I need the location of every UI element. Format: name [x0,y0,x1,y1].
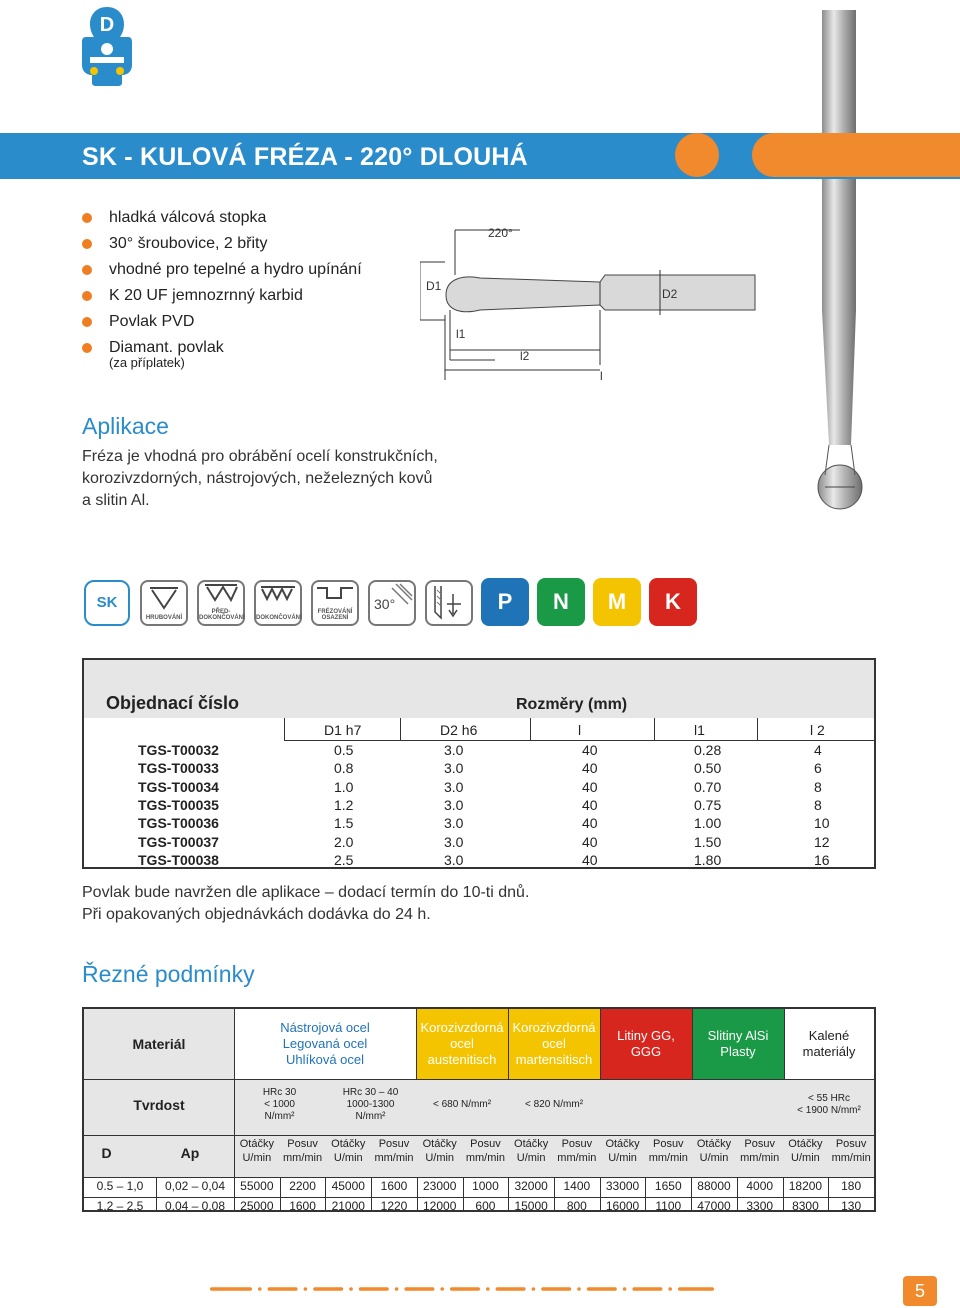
order-row [84,742,874,760]
l1-label: l1 [456,327,466,341]
feature-bullet: Diamant. povlak [82,335,362,361]
footer-dot [577,1287,581,1291]
pre-finishing-label-2: DOKONČOVÁNÍ [199,615,245,621]
column-header: D2 h6 [440,722,478,738]
speed-value: 23000 [423,1179,457,1193]
pre-finishing-label-1: PŘED- [211,609,231,615]
order-table-header [84,722,874,740]
footer-dot [532,1287,536,1291]
material-column-header: Slitiny AlSi Plasty [692,1009,784,1079]
application-line: a slitin Al. [82,492,150,509]
feature-bullet: Povlak PVD [82,309,362,335]
dimension-value: 2.5 [334,851,354,868]
dimension-value: 4 [814,742,822,758]
finishing-icon [254,580,302,626]
shoulder-label-2: OSAZENÍ [321,615,349,621]
ap-header: Ap [180,1145,200,1161]
application-line: Fréza je vhodná pro obrábění ocelí konstrukčních, [82,448,438,465]
notes [82,882,529,926]
roughing-icon [140,580,188,626]
cutting-title: Řezné podmínky [82,961,255,987]
feed-value: 600 [475,1199,496,1213]
sk-icon [84,580,130,626]
hardness-value: HRc 30 – 40 1000-1300 N/mm² [342,1087,399,1122]
l2-label: l2 [520,349,530,363]
feed-value: 1100 [655,1199,682,1213]
table-divider [783,1177,784,1210]
order-row [84,779,874,797]
shoulder-milling-icon [311,580,359,626]
svg-text:D: D [99,14,115,36]
dimension-value: 40 [582,760,598,777]
order-row [84,852,874,870]
speed-unit-label: Otáčky U/min [331,1138,366,1164]
helix-label: 30° [374,596,396,612]
feed-value: 3300 [746,1199,774,1213]
footer-dot [404,1287,434,1291]
application-line: korozivzdorných, nástrojových, neželezných kovů [82,470,433,487]
dimension-value: 3.0 [444,778,464,795]
footer-dot [359,1287,389,1291]
feed-unit-label: Posuv mm/min [831,1138,871,1164]
tool-photo [815,5,865,515]
dimension-value: 8 [814,796,822,813]
tool-drawing [420,220,770,385]
speed-unit-label: Otáčky U/min [514,1138,549,1164]
company-logo [80,5,134,87]
speed-value: 21000 [331,1199,365,1213]
column-header: D1 h7 [324,722,362,738]
dimension-value: 3.0 [444,833,464,850]
hardness-value: < 55 HRc < 1900 N/mm² [797,1093,861,1116]
table-divider [828,1177,829,1210]
order-code: TGS-T00036 [138,815,219,832]
dimension-value: 3.0 [444,851,464,868]
dimension-value: 40 [582,778,598,795]
feed-value: 1600 [380,1179,408,1193]
banner-bar [752,133,960,177]
diameter-range: 0.5 – 1,0 [96,1179,144,1193]
speed-value: 12000 [423,1199,457,1213]
material-column-header: Korozivzdorná ocel austenitisch [416,1009,508,1079]
table-divider [784,1009,785,1079]
table-divider [692,1009,693,1079]
footer-dot [668,1287,672,1291]
order-row [84,834,874,852]
feature-list [82,205,362,370]
page-number: 5 [914,1281,925,1301]
page-number-badge [903,1276,937,1306]
dimension-value: 1.0 [334,778,354,795]
dimension-value: 40 [582,742,598,758]
roughing-label: HRUBOVÁNÍ [145,615,183,621]
speed-unit-label: Otáčky U/min [239,1138,274,1164]
d2-label: D2 [662,287,678,301]
footer-dot [486,1287,490,1291]
order-row [84,797,874,815]
table-divider [600,1009,601,1079]
dimension-value: 6 [814,760,822,777]
footer-dots [38,1286,898,1292]
material-p-badge: P [481,578,529,626]
helix-icon [368,580,416,626]
speed-value: 55000 [240,1179,274,1193]
finishing-label: DOKONČOVÁNÍ [256,615,302,621]
footer-dot [541,1287,571,1291]
l-label: l [600,369,603,383]
order-table-title: Objednací číslo [106,693,240,713]
table-divider [554,1177,555,1210]
feed-value: 1220 [380,1199,408,1213]
application-title: Aplikace [82,413,169,439]
dimension-value: 0.50 [694,760,722,777]
table-divider [508,1009,509,1079]
dimension-value: 0.75 [694,796,722,813]
feed-value: 2200 [289,1179,316,1193]
dimension-value: 40 [582,815,598,832]
table-divider [463,1177,464,1210]
footer-dot [210,1287,252,1291]
sk-icon-label: SK [96,594,118,611]
table-divider [234,1009,235,1210]
plunge-icon [425,580,473,626]
dimension-value: 1.00 [694,815,722,832]
feed-value: 4000 [746,1179,774,1193]
ap-range: 0,02 – 0,04 [164,1179,226,1193]
hardness-value: < 820 N/mm² [524,1099,584,1110]
speed-unit-label: Otáčky U/min [788,1138,823,1164]
table-divider [645,1177,646,1210]
shoulder-label-1: FRÉZOVÁNÍ [317,609,353,615]
order-code: TGS-T00034 [138,778,219,795]
table-divider [84,1197,874,1198]
speed-value: 88000 [697,1179,731,1193]
speed-value: 16000 [605,1199,640,1213]
footer-dot [268,1287,298,1291]
speed-value: 45000 [331,1179,365,1193]
ap-range: 0,04 – 0,08 [164,1199,226,1213]
table-divider [600,1177,601,1210]
table-divider [84,1135,874,1136]
table-divider [416,1009,417,1079]
order-code: TGS-T00038 [138,851,219,868]
material-column-header: Nástrojová ocel Legovaná ocel Uhlíková ocel [234,1009,416,1079]
speed-value: 32000 [514,1179,548,1193]
dimension-value: 40 [582,833,598,850]
speed-value: 47000 [697,1199,731,1213]
footer-dot [440,1287,444,1291]
feature-bullet: vhodné pro tepelné a hydro upínání [82,257,362,283]
diameter-range: 1,2 – 2,5 [96,1199,144,1213]
feed-value: 1000 [472,1179,499,1193]
speed-value: 8300 [792,1199,819,1213]
feed-value: 180 [841,1179,862,1193]
order-code: TGS-T00035 [138,796,219,813]
feed-unit-label: Posuv mm/min [283,1138,323,1164]
material-column-header: Litiny GG, GGG [600,1009,692,1079]
dimension-value: 1.50 [694,833,722,850]
table-divider [156,1177,157,1210]
dimension-value: 0.5 [334,742,354,758]
dimension-value: 0.8 [334,760,354,777]
footer-dot [258,1287,262,1291]
dimension-value: 2.0 [334,833,354,850]
angle-label: 220° [488,226,513,240]
dimension-value: 3.0 [444,760,464,777]
feed-value: 800 [566,1199,587,1213]
table-divider [280,1177,281,1210]
feature-bullet: hladká válcová stopka [82,205,362,231]
note-line: Při opakovaných objednávkách dodávka do 24 h. [82,906,431,923]
order-row [84,760,874,778]
feed-unit-label: Posuv mm/min [740,1138,780,1164]
feed-unit-label: Posuv mm/min [374,1138,414,1164]
feature-note: (za příplatek) [109,355,185,370]
speed-value: 33000 [605,1179,640,1193]
material-k-badge: K [649,578,697,626]
table-divider [737,1177,738,1210]
column-header: l1 [694,722,705,738]
material-column-header: Korozivzdorná ocel martensitisch [508,1009,600,1079]
table-divider [325,1177,326,1210]
footer-dot [349,1287,353,1291]
material-header: Materiál [84,1009,234,1079]
column-header: l 2 [810,722,825,738]
d1-label: D1 [426,279,442,293]
footer-dot [450,1287,480,1291]
footer-dot [496,1287,526,1291]
feed-unit-label: Posuv mm/min [465,1138,505,1164]
dimension-value: 8 [814,778,822,795]
feature-bullet: K 20 UF jemnozrnný karbid [82,283,362,309]
dimension-value: 0.28 [694,742,722,758]
dimension-value: 12 [814,833,830,850]
feature-bullet: 30° šroubovice, 2 břity [82,231,362,257]
material-column-header: Kalené materiály [784,1009,874,1079]
table-divider [371,1177,372,1210]
dimension-value: 40 [582,796,598,813]
hardness-value: HRc 30 < 1000 N/mm² [262,1087,297,1122]
footer-dot [313,1287,343,1291]
d-header: D [101,1145,112,1161]
material-n-badge: N [537,578,585,626]
dimensions-title: Rozměry (mm) [516,696,628,713]
dimension-value: 3.0 [444,742,464,758]
dimension-value: 1.2 [334,796,354,813]
order-code: TGS-T00033 [138,760,219,777]
note-line: Povlak bude navržen dle aplikace – dodací termín do 10-ti dnů. [82,884,530,901]
table-divider [417,1177,418,1210]
dimension-value: 10 [814,815,830,832]
table-divider [84,1177,874,1178]
speed-unit-label: Otáčky U/min [696,1138,732,1164]
pre-finishing-icon [197,580,245,626]
hardness-header: Tvrdost [133,1097,185,1113]
dimension-value: 3.0 [444,815,464,832]
column-header: l [578,722,582,738]
feed-value: 130 [841,1199,862,1213]
speed-value: 25000 [240,1199,274,1213]
footer-dot [632,1287,662,1291]
speed-unit-label: Otáčky U/min [605,1138,640,1164]
hardness-value: < 680 N/mm² [432,1099,492,1110]
cutting-table [82,1007,876,1212]
table-divider [508,1177,509,1210]
dimension-value: 16 [814,851,830,868]
feed-value: 1400 [563,1179,591,1193]
feed-unit-label: Posuv mm/min [557,1138,597,1164]
material-m-badge: M [593,578,641,626]
footer-dot [678,1287,714,1291]
application-text [82,446,438,512]
footer-dot [395,1287,399,1291]
order-table [82,658,876,869]
dimension-value: 3.0 [444,796,464,813]
feed-value: 1600 [289,1199,316,1213]
footer-dot [304,1287,308,1291]
speed-value: 15000 [514,1199,548,1213]
speed-value: 18200 [788,1179,823,1193]
feed-unit-label: Posuv mm/min [648,1138,688,1164]
dimension-value: 40 [582,851,598,868]
order-row [84,815,874,833]
dimension-value: 1.80 [694,851,722,868]
footer-dot [623,1287,627,1291]
order-code: TGS-T00032 [138,742,219,758]
page-title: SK - KULOVÁ FRÉZA - 220° DLOUHÁ [82,143,528,171]
order-code: TGS-T00037 [138,833,219,850]
banner-circle [675,133,719,177]
table-divider [691,1177,692,1210]
speed-unit-label: Otáčky U/min [422,1138,457,1164]
feed-value: 1650 [654,1179,682,1193]
footer-dot [587,1287,617,1291]
table-divider [84,1079,874,1080]
dimension-value: 0.70 [694,778,722,795]
dimension-value: 1.5 [334,815,354,832]
